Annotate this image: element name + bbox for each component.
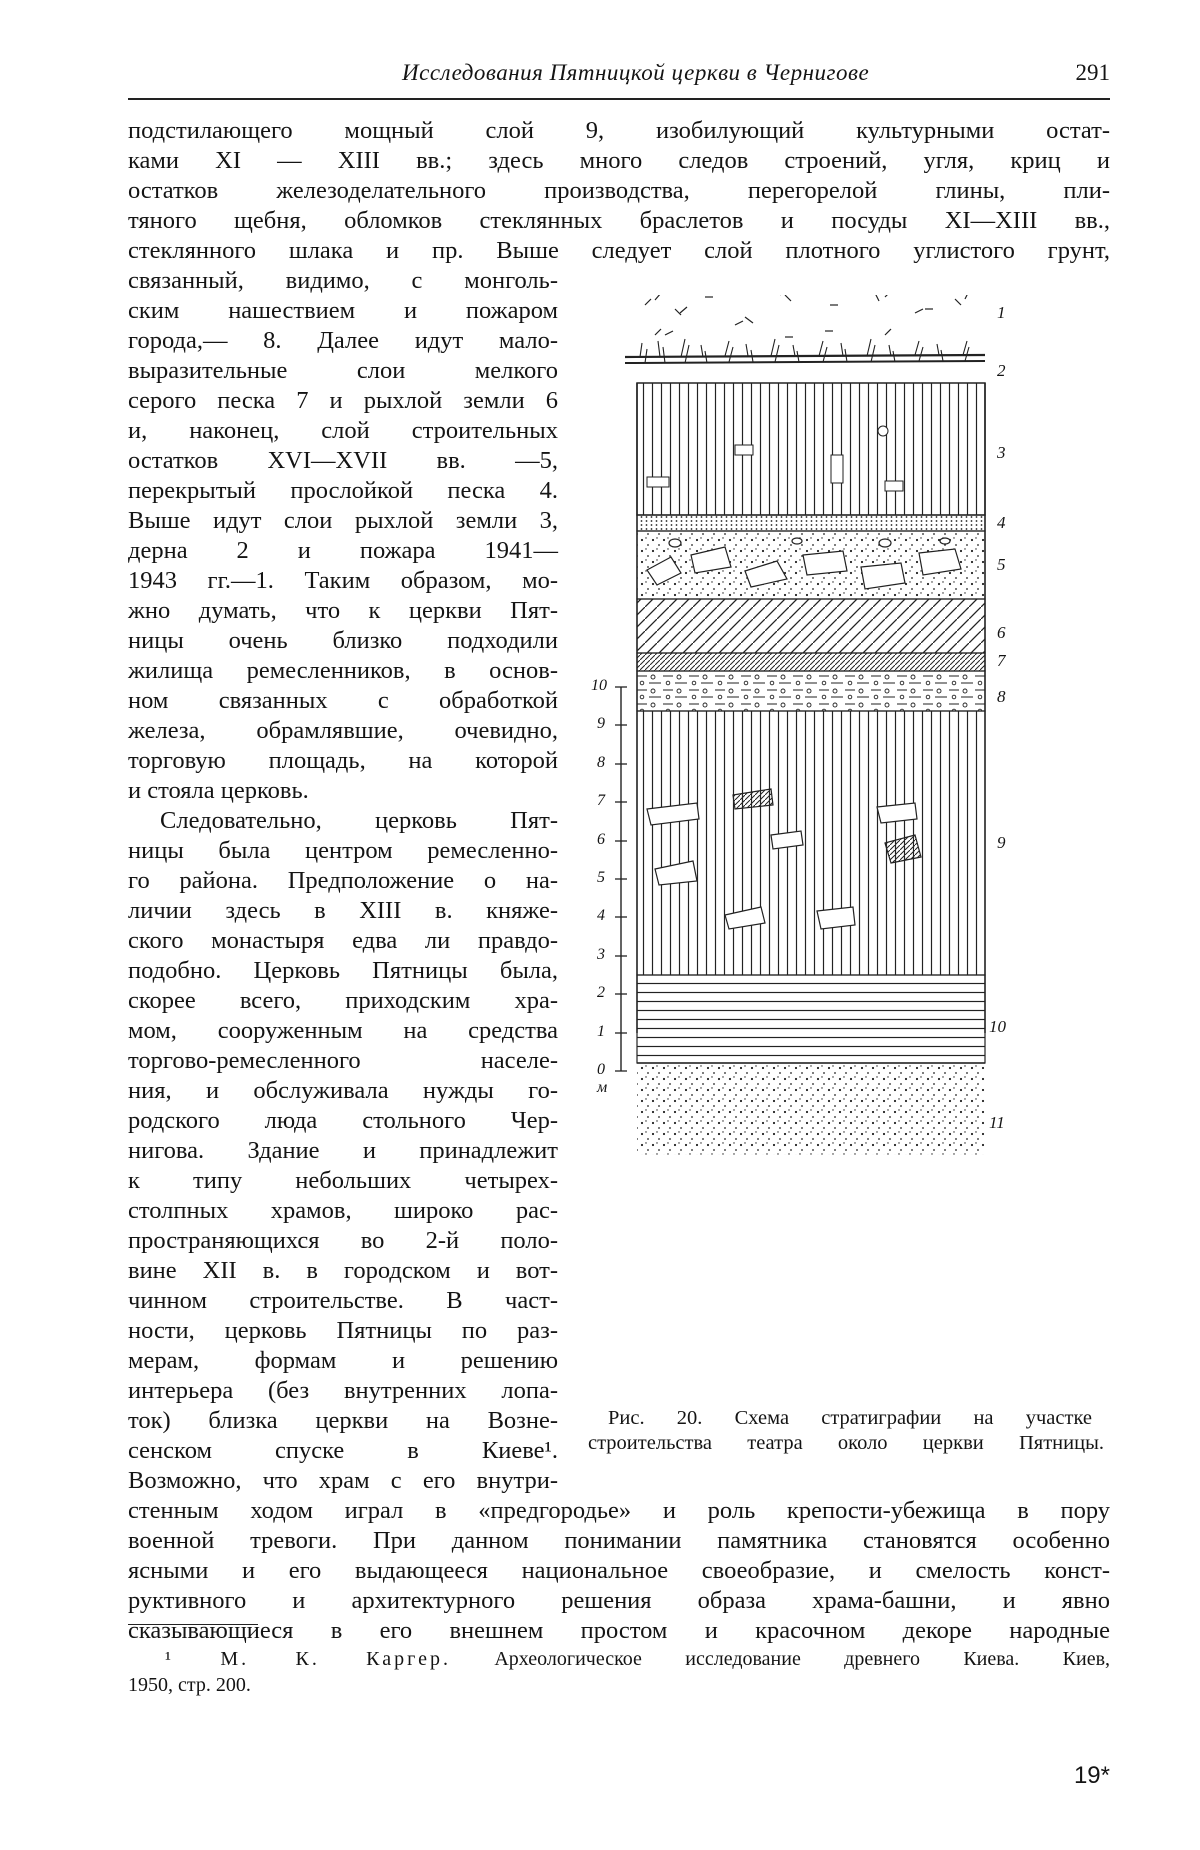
column-line: ским нашествием и пожаром (128, 297, 558, 324)
signature-mark: 19* (1073, 1762, 1110, 1789)
body-line: стеклянного шлака и пр. Выше следует слой плотного углистого грунт, (128, 237, 1110, 264)
layer-label: 5 (997, 555, 1006, 574)
body-line: подстилающего мощный слой 9, изобилующий культурными остат- (128, 117, 1110, 144)
scale-label: 10 (591, 677, 607, 694)
stratigraphy-column (585, 295, 1105, 1165)
body-line: ясными и его выдающееся национальное своеобразие, и смелость конст- (128, 1557, 1110, 1584)
column-line: ности, церковь Пятницы по раз- (128, 1317, 558, 1344)
scale-label: 3 (597, 946, 605, 963)
layer-label: 6 (997, 623, 1006, 642)
layer-label: 11 (989, 1113, 1005, 1132)
layer-label: 8 (997, 687, 1006, 706)
scale-label: 0 (597, 1061, 605, 1078)
column-line: скорее всего, приходским хра- (128, 987, 558, 1014)
scale-label: 1 (597, 1023, 605, 1040)
layer-label: 4 (997, 513, 1006, 532)
page-header (128, 58, 1110, 100)
column-line: Возможно, что храм с его внутри- (128, 1467, 558, 1494)
scale-label: 5 (597, 869, 605, 886)
column-line: Следовательно, церковь Пят- (160, 807, 558, 834)
running-title: Исследования Пятницкой церкви в Чернигове (402, 60, 870, 85)
layer-label: 10 (989, 1017, 1006, 1036)
footnote-divider (128, 1624, 258, 1625)
column-line: мом, сооруженным на средства (128, 1017, 558, 1044)
column-line: личии здесь в XIII в. княже- (128, 897, 558, 924)
column-line: и стояла церковь. (128, 777, 309, 804)
body-line: военной тревоги. При данном понимании памятника становятся особенно (128, 1527, 1110, 1554)
column-line: ницы была центром ремесленно- (128, 837, 558, 864)
column-line: жилища ремесленников, в основ- (128, 657, 558, 684)
column-line: города,— 8. Далее идут мало- (128, 327, 558, 354)
body-line: руктивного и архитектурного решения образа храма-башни, и явно (128, 1587, 1110, 1614)
column-line: ном связанных с обработкой (128, 687, 558, 714)
column-line: и, наконец, слой строительных (128, 417, 558, 444)
column-line: чинном строительстве. В част- (128, 1287, 558, 1314)
column-line: нигова. Здание и принадлежит (128, 1137, 558, 1164)
column-line: к типу небольших четырех- (128, 1167, 558, 1194)
scale-label: 8 (597, 754, 605, 771)
figure-caption: Рис. 20. Схема стратиграфии на участке (608, 1407, 1092, 1429)
column-line: остатков XVI—XVII вв. —5, (128, 447, 558, 474)
column-line: ницы очень близко подходили (128, 627, 558, 654)
stratigraphy-figure (585, 295, 1105, 1165)
column-line: сенском спуске в Киеве¹. (128, 1437, 558, 1464)
column-line: подобно. Церковь Пятницы была, (128, 957, 558, 984)
footnote-author: ¹ М. К. Каргер. (165, 1648, 451, 1670)
layer-label: 2 (997, 361, 1006, 380)
column-line: столпных храмов, широко рас- (128, 1197, 558, 1224)
column-line: выразительные слои мелкого (128, 357, 558, 384)
column-line: торгово-ремесленного населе- (128, 1047, 558, 1074)
column-line: серого песка 7 и рыхлой земли 6 (128, 387, 558, 414)
column-line: интерьера (без внутренних лопа- (128, 1377, 558, 1404)
column-line: дерна 2 и пожара 1941— (128, 537, 558, 564)
column-line: связанный, видимо, с монголь- (128, 267, 558, 294)
column-line: пространяющихся во 2-й поло- (128, 1227, 558, 1254)
column-line: железа, обрамлявшие, очевидно, (128, 717, 558, 744)
column-line: 1943 гг.—1. Таким образом, мо- (128, 567, 558, 594)
scale-label: 6 (597, 831, 605, 848)
column-line: родского люда стольного Чер- (128, 1107, 558, 1134)
footnote-title: Археологическое исследование древнего Киева. Киев, (494, 1648, 1111, 1670)
page-number: 291 (1075, 60, 1110, 85)
layer-label: 1 (997, 303, 1006, 322)
column-line: ток) близка церкви на Возне- (128, 1407, 558, 1434)
body-line: остатков железоделательного производства, перегорелой глины, пли- (128, 177, 1110, 204)
footnote (165, 1648, 1110, 1671)
scale-label: 4 (597, 907, 605, 924)
scale-label: 2 (597, 984, 605, 1001)
layer-label: 9 (997, 833, 1006, 852)
column-line: перекрытый прослойкой песка 4. (128, 477, 558, 504)
column-line: ния, и обслуживала нужды го- (128, 1077, 558, 1104)
layer-label: 3 (997, 443, 1006, 462)
scale-unit: м (597, 1079, 608, 1096)
scale-label: 7 (597, 792, 605, 809)
footnote-line: 1950, стр. 200. (128, 1674, 251, 1696)
column-line: Выше идут слои рыхлой земли 3, (128, 507, 558, 534)
column-line: мерам, формам и решению (128, 1347, 558, 1374)
column-line: торговую площадь, на которой (128, 747, 558, 774)
column-line: жно думать, что к церкви Пят- (128, 597, 558, 624)
body-line: ками XI — XIII вв.; здесь много следов строений, угля, криц и (128, 147, 1110, 174)
layer-label: 7 (997, 651, 1006, 670)
column-line: го района. Предположение о на- (128, 867, 558, 894)
body-line: сказывающиеся в его внешнем простом и красочном декоре народные (128, 1617, 1110, 1644)
figure-caption: строительства театра около церкви Пятницы. (588, 1432, 1104, 1454)
column-line: ского монастыря едва ли правдо- (128, 927, 558, 954)
body-line: стенным ходом играл в «предгородье» и роль крепости-убежища в пору (128, 1497, 1110, 1524)
scale-label: 9 (597, 715, 605, 732)
body-line: тяного щебня, обломков стеклянных браслетов и посуды XI—XIII вв., (128, 207, 1110, 234)
column-line: вине XII в. в городском и вот- (128, 1257, 558, 1284)
